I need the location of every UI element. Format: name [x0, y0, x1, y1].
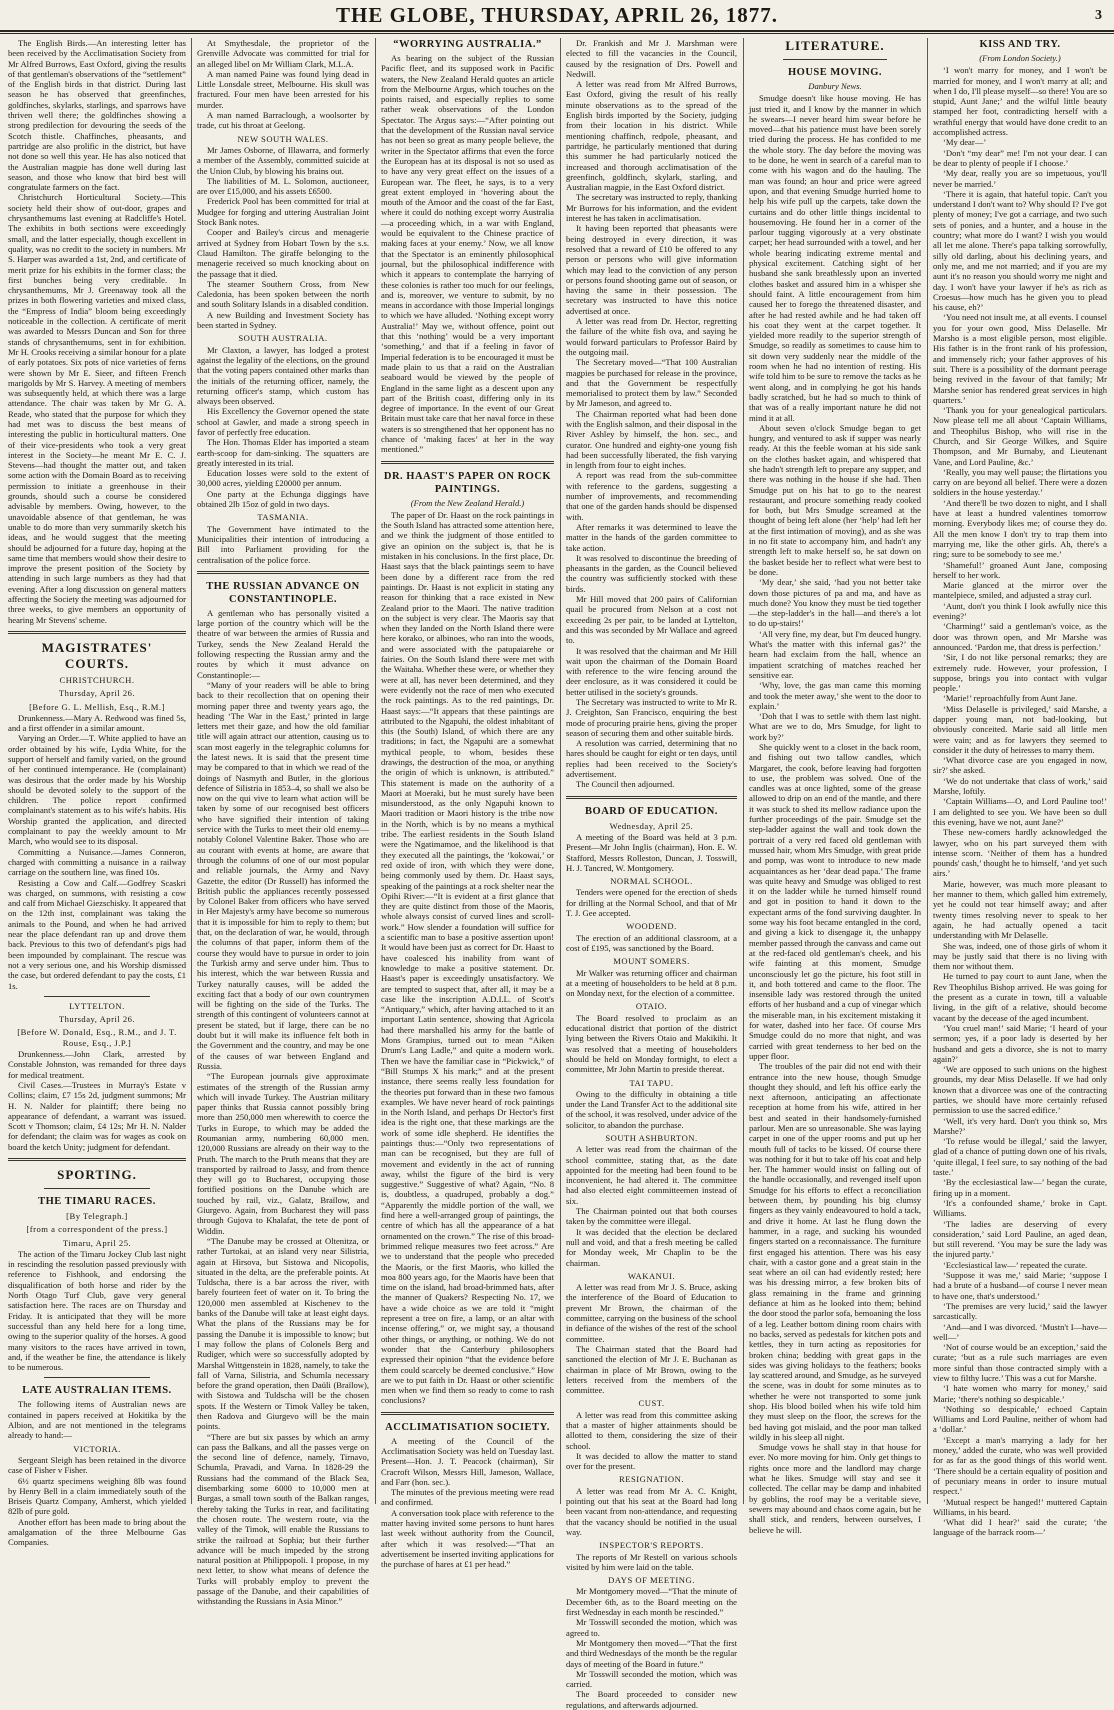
- story-paragraph: She quickly went to a closet in the back room, and fishing out two tallow candles, which Margaret, the cook, before leaving had forgotten to use, the problem was solved. One of the candles was at once lighted, some of the grease allowed to drip on an end of the mantle, and there it was stuck to shed its mellow radiance upon the further proceedings of the pair. Smudge set the step-ladder against the wall and took down the portrait of a very red faced old gentleman with mussed hair, whom Mrs Smudge, with great pride and pomp, was wont to introduce to new made acquaintances as her ‘dear dead papa.’ The frame was quite heavy and Smudge was obliged to rest it on the ladder while he turned himself round and got in position to hand it down to the expectant arms of the fond surviving daughter. In some way his foot became entangled in the cord, and giving a kick to disengage it, the unhappy member passed through the canvass and came out at the red-faced old gentleman's cheek, and his wife fainting at this moment, Smudge unconsciously let go the picture, his foot still in it, and both tottered and came to the floor. The insensible lady was restored through the united efforts of her husband and a cup of vinegar which the miserable man, in his excitement mistaking it for water, dashed into her face. Of course Mrs Smudge could do no more that night, and was carried with great tenderness to her bed on the upper floor.: [749, 742, 921, 1061]
- source-line: (From the New Zealand Herald.): [410, 497, 525, 508]
- story-paragraph: ‘My dear,’ she said, ‘had you not better take down those pictures of pa and ma, and have as much done? You know they must be tied together—the step-ladder's in the hall—and there's a lot to do up-stairs!’: [749, 577, 921, 629]
- divider: [44, 1377, 151, 1378]
- story-paragraph: ‘Miss Delaselle is privileged,’ said Marshe, a dapper young man, not bad-looking, but obviously conceited. Marie said all little men were vain; and as for lawyers they seemed to consider it the duty of heiresses to marry them.: [933, 703, 1107, 755]
- article-paragraph: As bearing on the subject of the Russian Pacific fleet, and its supposed work in Pacific waters, the New Zealand Herald quotes an article from the Melbourne Argus, which touches on the points raised, and especially replies to some rather weak observations of the London Spectator. The Argus says:—“After pointing out that the development of the Russian naval service has not been so great as many people believe, the writer in the Spectator affirms that even the force the European has at its disposal is not so used as to have any very great effect on the issues of a European war. The fleet, he says, is to a very great extent employed in ‘hovering about the mouth of the Amoor and the coast of the far East, where it could do nothing except worry Australia—a proceeding which, in a war with England, would be equivalent to the Chinese practice of making faces at your enemy.’ Now, we all know that the Spectator is an eminently philosophical journal, but the philosophical indifference with which it appears to contemplate the harrying of these colonies is rather too much for our feelings, and is, moreover, we venture to submit, by no means in accordance with those Imperial longings to which we have alluded. ‘Nothing except worry Australia!’ May we, without offence, point out that this ‘nothing’ would be a very important ‘something,’ and that if a feeling in favor of Imperial federation is to be encouraged it must be made plain to us that a raid on the Australian seaboard would be viewed by the people of England in the same light as a descent upon any part of the British coast, differing only in its degree of importance. In the event of our Great Britain must take care that her naval force in these waters is so strengthened that her opponent has no chance of ‘making faces’ at her in the way mentioned.”: [381, 53, 554, 455]
- story-paragraph: ‘Thank you for your genealogical particulars. Now please tell me all about ‘Captain Williams, and Theophilus Bishop, who will rise in the Church, and Sir George Wilkes, and Squire Thompson, and Mr Burnaby, and Lieutenant Vane, and Lord Pauline, &c.’: [933, 405, 1107, 467]
- article-english-birds: The English Birds.—An interesting letter has been received by the Acclimatisation Society from Mr Alfred Burrows, East Oxford, giving the results of that gentleman's observations of the “settlement” of the English birds in that district. During last season he has observed that greenfinches, goldfinches, skylarks, starlings, and sparrows have thriven well there; the goldfinches showing a strong predilection for devouring the seeds of the Scotch thistle. Chaffinches, pheasants, and partridge are also prolific in the district, but have not done so well this year. He has also noticed that the Australian magpie has done well during last season, and those who know that bird best will congratulate farmers on the fact.: [8, 38, 186, 193]
- column-rule: [743, 38, 744, 1504]
- article-paragraph: A letter was read from Mr A. C. Knight, pointing out that his seat at the Board had long been vacant from non-attendance, and requesting that the vacancy should be notified in the usual way.: [566, 1485, 737, 1537]
- divider: [566, 796, 737, 799]
- story-paragraph: He turned to pay court to aunt Jane, when the Rev Theophilus Bishop arrived. He was going for the present as a curate in town, till a valuable living, in the gift of a relative, should become vacant by the decease of the aged incumbent.: [933, 971, 1107, 1023]
- heading-board-of-education: BOARD OF EDUCATION.: [585, 805, 718, 817]
- story-paragraph: Marie glanced at the mirror over the mantelpiece, smiled, and adjusted a stray curl.: [933, 580, 1107, 601]
- source-line: Danbury News.: [808, 81, 862, 91]
- divider: [8, 1158, 186, 1161]
- article-paragraph: Mr Montgomery then moved—“That the first and third Wednesdays of the month be the regular days of meeting of the Board in future.”: [566, 1637, 737, 1669]
- article-paragraph: It was resolved that the chairman and Mr Hill wait upon the chairman of the Domain Board with reference to the wire fencing around the deer enclosure, as it was considered it could be better utilised in the society's grounds.: [566, 645, 737, 697]
- article-paragraph: Dr. Frankish and Mr J. Marshman were elected to fill the vacancies in the Council, caused by the resignation of Drs. Powell and Nedwill.: [566, 38, 737, 79]
- news-item: Sergeant Sleigh has been retained in the divorce case of Fisher v Fisher.: [8, 1454, 186, 1476]
- article-paragraph: “The Danube may be crossed at Oltenitza, or rather Turtokai, at an island very near Silistria, again at Hirsova, but Sistowa and Nicopolis, situated in the delta, are the preferable points. At Tuldscha, there is a bar across the river, with barely fourteen feet of water on it. To bring the 120,000 men assembled at Kischenev to the banks of the Danube will take at least eight days. What the plans of the Russians may be for passing the Danube it is impossible to know; but I may follow the plans of Colonels Berg and Rudiger, which were so successfully adopted by Marshal Wittgenstein in 1828, namely, to take the fall of Varna, Silistria, and Schumla necessary before the grand operation, then Daüli (Braïlow), with Sistowa and Tuldscha will be the chosen spots. If the Western or Timok Valley be taken, then Radova and Giurgevo will be the main points.: [197, 1235, 369, 1432]
- article-paragraph: After remarks it was determined to leave the matter in the hands of the garden committee to take action.: [566, 521, 737, 553]
- news-item: Mr James Osborne, of Illawarra, and formerly a member of the Assembly, committed suicide at the Union Club, by blowing his brains out.: [197, 144, 369, 176]
- story-paragraph: ‘Doh that I was to settle with them last night. What are we to do, Mrs Smudge, for light to work by?’: [749, 711, 921, 742]
- story-paragraph: She was, indeed, one of those girls of whom it may be justly said that there is no living with them nor without them.: [933, 940, 1107, 972]
- article-paragraph: The Secretary was instructed to write to Mr R. J. Creighton, San Francisco, enquiring the best mode of procuring prairie hens, giving the proper season of securing them and other suitable birds.: [566, 697, 737, 738]
- court-bench: [Before W. Donald, Esq., R.M., and J. T. Rouse, Esq., J.P.]: [17, 1027, 177, 1048]
- heading-worrying-australia: “WORRYING AUSTRALIA.”: [393, 39, 542, 50]
- article-paragraph: It was decided that the election be declared null and void, and that a fresh meeting be called for Monday week, Mr Chaplin to be the chairman.: [566, 1226, 737, 1268]
- story-paragraph: ‘What divorce case are you engaged in now, sir?’ she asked.: [933, 755, 1107, 776]
- article-paragraph: It having been reported that pheasants were being destroyed in every direction, it was resolved that a reward of £10 be offered to any person or persons who will give information which may lead to the conviction of any person or persons found shooting game out of season, or having the same in their possession. The secretary was instructed to have this notice advertised at once.: [566, 223, 737, 316]
- news-item: One party at the Echunga diggings have obtained 2lb 15oz of gold in two days.: [197, 488, 369, 510]
- story-paragraph: ‘Nothing so despicable,’ echoed Captain Williams and Lord Pauline, neither of whom had a ‘dollar.’: [933, 1403, 1107, 1435]
- court-item: Drunkenness.—John Clark, arrested by Constable Johnston, was remanded for three days for medical treatment.: [8, 1049, 186, 1080]
- story-paragraph: ‘All very fine, my dear, but I'm deuced hungry. What's the matter with this infernal gas?’ the hearn had exclaim from the hall, whence an impatient scratching of matches reached her sensitive ear.: [749, 628, 921, 680]
- story-paragraph: ‘To refuse would be illegal,’ said the lawyer, glad of a chance of putting down one of his rivals, ‘quite illegal, I feel sure, to say nothing of the bad taste.’: [933, 1136, 1107, 1178]
- news-item: The liabilities of M. L. Solomon, auctioneer, are over £15,000, and his assets £6500.: [197, 175, 369, 197]
- story-paragraph: The troubles of the pair did not end with their entrance into the new house, though Smudge thought they should, and left his office early the next afternoon, anticipating an affectionate reception at home from his wife, attired in her best and seated in their handsomely-furnished parlour. Men are so unreasonable. She was laying carpet in one of the upper rooms and put up her mouth full of tacks to be kissed. Of course there was nothing for it but to take off his coat and help her. The hammer would insist on falling out of the handle occasionally, and revenged itself upon Smudge for his efforts to effect a reconciliation between them, by pounding his big clumsy fingers as they vainly endeavoured to hold a tack, and drive it home. At last he flung down the hammer, in a rage, and sucking his wounded fingers started on a reconnaissance. The furniture first engaged his attention. There was his easy chair, with a castor gone and a great stain in the seat where an oil can had evidently rested; here was his dressing mirror, a few broken bits of glass remaining in the frame and grinning defiance at him as he looked into them; behind the door stood the parlor sofa, bemoaning the loss of a leg. Leather bottom dining room chairs with no backs, served as pedestals for kitchen pots and kettles, they in turn acting as repositories for broken china; bedding with great gaps in the sides was giving holidays to the feathers; books lay scattered around, and Smudge, as he surveyed the scene, was in doubt for some minutes as to whether he were not transported to some junk shop. His blood boiled when his wife told him they must sleep on the floor, the screws for the bed having got mislaid, and the poor man talked wildly in his sleep all night.: [749, 1061, 921, 1442]
- subheading: RESIGNATION.: [619, 1474, 684, 1485]
- article-paragraph: Mr Walker was returning officer and chairman at a meeting of householders to be held at 8 p.m. on Monday next, for the election of a committee.: [566, 967, 737, 999]
- story-paragraph: ‘You cruel man!’ said Marie; ‘I heard of your sermon; yes, if a poor lady is deserted by her husband and gets a divorce, she is not to marry again?’: [933, 1022, 1107, 1064]
- story-paragraph: ‘Suppose it was me,’ said Marie; ‘suppose I had a brute of a husband—of course I never mean to have one, that's understood.’: [933, 1270, 1107, 1301]
- column-rule: [927, 38, 928, 1504]
- source-line: (From London Society.): [979, 53, 1061, 63]
- news-item: A new Building and Investment Society has been started in Sydney.: [197, 309, 369, 331]
- story-paragraph: ‘You need not insult me, at all events. I counsel you for your own good, Miss Delaselle. Mr Marsho is a most eligible person, most eligible. His father is in the front rank of his profession, and immensely rich; your father approves of his suit. There is a possibility of the dormant peerage being revived in the favour of that family; Mr Marshe senior has rendered great services in high quarters.’: [933, 312, 1107, 405]
- news-item: The steamer Southern Cross, from New Caledonia, has been spoken between the north and south Solitary Islands in a disabled condition.: [197, 278, 369, 310]
- story-paragraph: ‘I hate women who marry for money,’ said Marie; ‘there's nothing so despicable.’: [933, 1383, 1107, 1404]
- heading-house-moving: HOUSE MOVING.: [787, 67, 882, 78]
- story-paragraph: ‘Captain Williams—O, and Lord Pauline too!’ I am delighted to see you. We have been so dull this evening, have we not, aunt Jane?’: [933, 796, 1107, 827]
- court-item: Varying an Order.—T. White applied to have an order obtained by his wife, Lydia White, for the support of herself and family varied, on the ground of her continued intemperance. He (complainant) was desirous that the order made by his Worship should be devoted solely to the support of the children. The police report confirmed complainant's statement as to his wife's habits. His Worship granted the application, and directed complainant to pay the weekly amount to Mr March, who would see to its disposal.: [8, 733, 186, 847]
- article-paragraph: The minutes of the previous meeting were read and confirmed.: [381, 1487, 554, 1508]
- article-paragraph: It was resolved to discontinue the breeding of pheasants in the garden, as the Council believed the country was sufficiently stocked with these birds.: [566, 552, 737, 594]
- column-4: [566, 38, 737, 1710]
- story-paragraph: ‘Shameful!’ groaned Aunt Jane, composing herself to her work.: [933, 559, 1107, 580]
- divider: [381, 461, 554, 464]
- story-paragraph: ‘Don't “my dear” me! I'm not your dear. I can be dear to plenty of people if I choose.’: [933, 147, 1107, 168]
- article-paragraph: A letter was read from this committee asking that a master of higher attainments should be allotted to them, considering the size of their school.: [566, 1409, 737, 1451]
- story-paragraph: ‘Except a man's marrying a lady for her money,’ added the curate, who was well provided for as far as the good things of this world went. ‘There should be a certain equality of position and of pecuniary means in order to insure mutual respect.’: [933, 1434, 1107, 1497]
- column-rule: [560, 38, 561, 1504]
- heading-magistrates-courts: MAGISTRATES' COURTS.: [41, 639, 153, 671]
- heading-rock-paintings: DR. HAAST'S PAPER ON ROCK PAINTINGS.: [383, 470, 552, 495]
- article-paragraph: A letter was read from the chairman of the school committee, stating that, as the date appointed for the meeting had been found to be inconvenient, he had altered it. The committee had also elected eight committeemen instead of six.: [566, 1144, 737, 1206]
- news-item: Frederick Pool has been committed for trial at Mudgee for forging and uttering Australian Joint Stock Bank notes.: [197, 196, 369, 228]
- article-paragraph: The Board proceeded to consider new regulations, and afterwards adjourned.: [566, 1689, 737, 1710]
- news-item: A man named Barraclough, a woolsorter by trade, cut his throat at Geelong.: [197, 110, 369, 131]
- article-paragraph: Owing to the difficulty in obtaining a title under the Land Transfer Act to the additional site of the school, it was resolved, under advice of the solicitor, to abandon the purchase.: [566, 1088, 737, 1130]
- heading-russian-advance: THE RUSSIAN ADVANCE ON CONSTANTINOPLE.: [206, 580, 360, 605]
- heading-timaru-races: THE TIMARU RACES.: [38, 1195, 156, 1207]
- article-paragraph: The reports of Mr Restell on various schools visited by him were laid on the table.: [566, 1551, 737, 1572]
- news-item: Mr Claxton, a lawyer, has lodged a protest against the legality of the elections, on the ground that the voting papers contained other marks than the initials of the returning officer, namely, the returning officer's stamp, which custom has always been observed.: [197, 344, 369, 407]
- story-paragraph: Marie, however, was much more pleasant to her manner to them, which galled him extremely, yet he could not tear himself away; and after twenty times resolving never to speak to her again, he had actually opened a tacit understanding with Mr Delaselle.: [933, 878, 1107, 941]
- heading-sporting: SPORTING.: [57, 1166, 137, 1182]
- article-paragraph: The paper of Dr. Haast on the rock paintings in the South Island has attracted some attention here, and we think the judgment of those entitled to give an opinion on the subject is, that he is mistaken in his conclusions. In the first place, Dr. Haast says that the black paintings seem to have been done by a different race from the red paintings. Dr. Haast is not explicit in stating any reason for thinking that a race existed in New Zealand prior to the Maori. The native tradition on the subject is very clear. The Maoris say that when they landed on the North Island there were here korako, or albinoes, who ran into the woods, and were associated with the patupaiarehe or fairies. On the South Island there were met with the Waitaha. Whether these were, or whether they were at all, has never been determined, and they were evidently not the race of men who executed the rock paintings. As to the red paintings, Dr. Haast says:—“It appears that these paintings are attributed to the Ngapuhi, the oldest inhabitant of this (the South) Island, of which there are any traditions; in fact, the Ngapuhi are a somewhat mythical people, to whom, besides these drawings, the destruction of the moa, or anything the origin of which is unknown, is attributed.” This statement is made on the authority of a Maori at Moeraki, but he must surely have been misunderstood, as the only Ngapuhi known to Maori tradition or Maori history is the tribe now in the North, which is by no means a mythical tribe. The earliest residents in the South Island were the Ngatimamoe, and the likelihood is that they executed all the paintings, the ‘kokowai,’ or red oxide of iron, with which they were done, being commonly used by them. Dr. Haast says, speaking of the paintings at a rock shelter near the Opihi River:—“It is evident at a first glance that they are quite distinct from those of the Maoris, whole always consist of curved lines and scroll-work.” How slender a foundation will suffice for a scientific man to base a positive assertion upon! It would have been just as correct for Dr. Haast to have coalesced his inability from want of knowledge to make a positive statement. Dr. Haast's paper is exceedingly unsatisfactory. We are tempted to suspect that, after all, it may be a case like the inscription A.D.I.L. of Scott's “Antiquary,” which, after having attached to it an important Latin sentence, showing that Agricola had there marshalled his army for the battle of Mons Grampius, turned out to mean “Aiken Drum's Lang Ladle,” and quite a modern work. Then we have the familiar case in “Pickwick,” of “Bill Stumps X his mark;” and at the present instance, there seems really less foundation for the theories put forward than in these two famous examples. We have never heard of rock paintings in the North Island, and perhaps Dr Hector's first idea is the right one, that these markings are the work of some idle shepherd. He identifies the paintings thus:—“Only two representations of man can be recognised, but they are full of movement and evidently in the act of running away, whilst the figure of the bird is very suggestive.” Suggestive of what? Again, “No. 8 is, doubtless, a quadruped, probably a dog.” “Apparently the middle portion of the wall, we find here a well-arranged group of paintings, the centre of which has all the appearance of a hat ornamented on the crown.” The rise of this broad-brimmed relique measures two feet across.” Are we to understand that the people who preceded the Maoris, or the first Maoris, who killed the moa 800 years ago, for the Maoris have been that time on the island, had broad-brimmed hats, after the manner of Quakers? Respecting No. 17, we have a wide choice as we are told it “might represent a tree on fire, a lamp, or an altar with incense offering,” or, we might say, a thousand other things, or anything, or nothing. We do not wonder that the Canterbury philosophers expressed their opinion “that the evidence before them could scarcely be deemed conclusive.” How are we to put faith in Dr. Haast or other scientific men when we find them so ready to come to rash conclusions?: [381, 509, 554, 1406]
- news-item: His Excellency the Governor opened the state school at Gawler, and made a strong speech in favor of perfectly free education.: [197, 406, 369, 437]
- article-paragraph: A report was read from the sub-committee with reference to the gardens, suggesting a number of improvements, and recommending that one of the garden hands should be dispensed with.: [566, 470, 737, 522]
- heading-literature: LITERATURE.: [785, 38, 885, 53]
- court-item: Civil Cases.—Trustees in Murray's Estate v Collins; claim, £7 15s 2d, judgment summons; Mr H. N. Nalder for plaintiff; there being no appearance of defendant, a warrant was issued. Scott v Thomson; claim, £4 12s; Mr H. N. Nalder for defendant; the claim was for wages as cook on board the ketch Unity; judgment for defendant.: [8, 1079, 186, 1152]
- masthead-rule: [0, 33, 1114, 34]
- divider: [381, 1412, 554, 1415]
- story-paragraph: ‘Mutual respect be hanged!’ muttered Captain Williams, in his beard.: [933, 1496, 1107, 1517]
- subheading-tasmania: TASMANIA.: [257, 512, 309, 523]
- court-bench: [Before G. L. Mellish, Esq., R.M.]: [29, 701, 165, 712]
- article-paragraph: The Council then adjourned.: [576, 779, 675, 790]
- dateline: Timaru, April 25.: [62, 1237, 132, 1248]
- story-paragraph: ‘It's a confounded shame,’ broke in Capt. Williams.: [933, 1197, 1107, 1219]
- subheading: DAYS OF MEETING.: [608, 1575, 695, 1586]
- news-item: Cooper and Bailey's circus and menagerie arrived at Sydney from Hobart Town by the s.s. Claud Hamilton. The giraffe belonging to the menagerie received so much knocking about on the passage that it died.: [197, 227, 369, 279]
- story-paragraph: ‘And—and I was divorced. ‘Mustn't I—have—well—’: [933, 1321, 1107, 1342]
- subheading: OTAIO.: [635, 1001, 668, 1012]
- column-6: [933, 38, 1107, 1538]
- article-paragraph: The Chairman reported what had been done with the English salmon, and their disposal in the River Ashley by himself, the hon. sec., and curator. One hundred and eighty-one young fish had been successfully liberated, the fish varying in length from four to eight inches.: [566, 408, 737, 471]
- correspondent-note: [from a correspondent of the press.]: [26, 1224, 168, 1235]
- story-paragraph: ‘The premises are very lucid,’ said the lawyer sarcastically.: [933, 1300, 1107, 1322]
- article-paragraph: Mr Montgomery moved—“That the minute of December 6th, as to the Board meeting on the first Wednesday in each month be rescinded.”: [566, 1586, 737, 1618]
- article-paragraph: Mr Tosswill seconded the motion, which was carried.: [566, 1668, 737, 1690]
- court-item: Committing a Nuisance.—James Conneron, charged with committing a nuisance in a railway carriage on the southern line, was fined 10s.: [8, 846, 186, 878]
- news-item: At Smythesdale, the proprietor of the Grenville Advocate was committed for trial for an alleged libel on Mr William Clark, M.L.A.: [197, 38, 369, 69]
- court-item: Drunkenness.—Mary A. Redwood was fined 5s, and a first offender in a similar amount.: [8, 712, 186, 734]
- column-1: [8, 38, 186, 1548]
- divider: [44, 996, 151, 997]
- story-paragraph: ‘My dear—’: [943, 137, 987, 148]
- story-paragraph: ‘Why, love, the gas man came this morning and took the meter away,’ she went to the door to explain.’: [749, 680, 921, 711]
- article-paragraph: The Chairman pointed out that both courses taken by the committee were illegal.: [566, 1206, 737, 1227]
- story-paragraph: ‘And there'll be two dozen to night, and I shall have at least a hundred valentines tomorrow morning. Everybody likes me; of course they do. All the men know I don't try to trap them into marrying me, like the other girls. Ah, there's a ring; sure to be somebody to see me.’: [933, 497, 1107, 560]
- story-paragraph: ‘Really, you may well pause; the flirtations you carry on are beyond all belief. There were a dozen soldiers in the house yesterday.’: [933, 466, 1107, 498]
- article-paragraph: The secretary was instructed to reply, thanking Mr Burrows for his information, and the evident interest he has taken in acclimatisation.: [566, 192, 737, 224]
- subheading: MOUNT SOMERS.: [613, 956, 690, 967]
- story-paragraph: About seven o'clock Smudge began to get hungry, and ventured to ask if supper was nearly ready. At this the feeble woman at his side sank on the clothes basket again, and whispered that she hadn't strength left to prepare any supper, and there was nothing in the house if she had. Then Smudge put on his hat to go to the nearest restaurant, and procure something ready cooked for both, but Mrs Smudge screamed at the thought of being left alone (her ‘help’ had left her at the first intimation of moving), and as she was in no fit state to accompany him, and hadn't any strength left to make herself so, he sat down on the basket beside her to reflect what were best to be done.: [749, 422, 921, 577]
- article-paragraph: The Board resolved to proclaim as an educational district that portion of the district lying between the Rivers Otaio and Makikihi. It was resolved that a meeting of householders should be held on Monday fortnight, to elect a committee, Mr John Martin to preside thereat.: [566, 1012, 737, 1075]
- article-paragraph: “The European journals give approximate estimates of the strength of the Russian army which will invade Turkey. The Austrian military paper thinks that Russia cannot possibly bring more than 250,000 men wherewith to coerce the Turks in Europe, to which may be added the Roumanian army, numbering 60,000 men. 120,000 Russians are already on their way to the Pruth. The march to the Pruth means that they are transported by railroad to Jassy, and from thence they will go to Bucharest, occupying those fortified positions on the Danube which are touched by rail, viz., Galatz, Braïlow, and Giurgevo. Again, from Bucharest they will pass through Gujova to Khalafat, the tete de pont of Widdin.: [197, 1071, 369, 1236]
- newspaper-title: THE GLOBE, THURSDAY, APRIL 26, 1877.: [336, 3, 778, 27]
- article-timaru-races: The action of the Timaru Jockey Club last night in rescinding the resolution passed previously with reference to Fishhook, and endorsing the disqualification of both horse and rider by the North Otago Turf Club, gave very general satisfaction here. The races are on Thursday and Friday. It is anticipated that they will be more successful than any held here for a long time, owing to the superior quality of the horses. A good many visitors to the races have arrived in town, and, if the weather be fine, the attendance is likely to be numerous.: [8, 1248, 186, 1373]
- subheading-lyttelton: LYTTELTON.: [69, 1000, 125, 1011]
- story-paragraph: ‘We do not undertake that class of work,’ said Marshe, loftily.: [933, 775, 1107, 797]
- subheading: NORMAL SCHOOL.: [610, 876, 693, 887]
- article-horticultural-society: Christchurch Horticultural Society.—This society held their show of out-door, grapes and chrysanthemums last evening at Radcliffe's Hotel. The exhibits in both sections were exceedingly small, and the latter especially, though excellent in quality, was no credit to the society in numbers. Mr S. Harper was awarded a 1st, 2nd, and certificate of merit prize for his exhibits in the former class; the first bunches being very creditable. In chrysanthemums, Mr J. Greenaway took all the prizes in both flowering varieties and mixed class, the “Empress of India” bloom being exceedingly noticeable in the collection. A certificate of merit was awarded to Messrs Duncan and Son for three stands of chrysanthemums, sent in for exhibition. Mr H. Crooks receiving a similar honour for a plate of early potatoes. Six pots of nice varieties of ferns were shown by Mr E. Sieer, and fifteen French marigolds by Mr S. Harvey. A meeting of members was subsequently held, at which there was a large attendance. The chair was taken by Mr G. A. Reade, who stated that the purpose for which they had met was to discuss the best means of interesting the public in horticultural matters. One of their vice-presidents who took a very great interest in the Society—he meant Mr E. C. J. Stevens—had thought the matter out, and taken some action with the Domain Board as to receiving permission to initiate a greenhouse in their grounds, should such a course be considered advisable by members. Owing, however, to the unavoidable absence of that gentleman, he was unable to do more than very summarily sketch his ideas, and he would suggest that the meeting should be adjourned for a future day, hoping at the same time that members would show their desire to improve the present position of the Society by attending in such large numbers as they had that evening. After a long discussion on general matters affecting the Society the meeting was adjourned for three weeks, to give members an opportunity of hearing Mr Stevens' scheme.: [8, 192, 186, 625]
- story-paragraph: ‘Well, it's very hard. Don't you think so, Mrs Marshe?’: [933, 1115, 1107, 1136]
- article-paragraph: It was decided to allow the matter to stand over for the present.: [566, 1450, 737, 1472]
- subheading: TAI TAPU.: [629, 1077, 674, 1088]
- article-paragraph: Mr Hill moved that 200 pairs of Californian quail be procured from Nelson at a cost not exceeding 2s per pair, to be landed at Lyttelton, and this was seconded by Mr Wallace and agreed to.: [566, 594, 737, 646]
- story-paragraph: ‘Charming!’ said a gentleman's voice, as the door was thrown open, and Mr Marshe was announced. ‘Pardon me, that dress is perfection.’: [933, 621, 1107, 652]
- divider: [783, 59, 886, 60]
- story-paragraph: ‘Aunt, don't you think I look awfully nice this evening?’: [933, 600, 1107, 622]
- column-rule: [191, 38, 192, 1504]
- story-paragraph: These new-comers hardly acknowledged the lawyer, who on his part surveyed them with intense scorn. ‘Neither of them has a hundred pounds' cash,’ thought he to himself, ‘and yet such airs.’: [933, 827, 1107, 879]
- story-paragraph: ‘By the ecclesiastical law—’ began the curate, firing up in a moment.: [933, 1177, 1107, 1198]
- subheading-victoria: VICTORIA.: [73, 1443, 121, 1454]
- story-paragraph: ‘My dear, really you are so impetuous, you'll never be married.’: [933, 168, 1107, 189]
- article-paragraph: A meeting of the Council of the Acclimatisation Society was held on Tuesday last. Present—Hon. J. T. Peacock (chairman), Sir Cracroft Wilson, Messrs Hill, Jameson, Wallace, and Farr (hon. sec.).: [381, 1435, 554, 1487]
- article-paragraph: Tenders were opened for the erection of sheds for drilling at the Normal School, and that of Mr T. J. Gee accepted.: [566, 887, 737, 919]
- column-rule: [375, 38, 376, 1504]
- subheading-nsw: NEW SOUTH WALES.: [237, 133, 329, 144]
- column-3: [381, 38, 554, 1570]
- story-paragraph: ‘Not of course would be an exception,’ said the curate; ‘but as a rule such marriages are even more sinful than those contracted simply with a view to filthy lucre.’ This was a cut for Marshe.: [933, 1342, 1107, 1383]
- article-paragraph: A conversation took place with reference to the matter having invited some persons to hunt hares last week without authority from the Council, after which it was resolved:—“That an advertisement be inserted inviting applications for the purchase of hares at £1 per head.”: [381, 1507, 554, 1570]
- news-item: A man named Paine was found lying dead in Little Lonsdale street, Melbourne. His skull was fractured. Four men have been arrested for his murder.: [197, 68, 369, 110]
- story-paragraph: ‘The ladies are deserving of every consideration,’ said Lord Pauline, an aged dean, but still reverend. ‘You may be sure the lady was the injured party.’: [933, 1218, 1107, 1260]
- news-item: 6½ quartz specimens weighing 8lb was found by Henry Bell in a claim immediately south of the Briseis Quartz Company, Amherst, which yielded 82lb of pure gold.: [8, 1475, 186, 1517]
- divider: [8, 631, 186, 634]
- article-paragraph: Mr Tosswill seconded the motion, which was agreed to.: [566, 1617, 737, 1638]
- story-paragraph: ‘I won't marry for money, and I won't be married for money, and I won't marry at all; and when I do, I'll please myself—so there! You are so stupid, Aunt Jane;’ and the wilful little beauty stamped her foot, contradicting herself with a wrathful energy that would have done credit to an accomplished actress.: [933, 65, 1107, 138]
- by-telegraph: [By Telegraph.]: [66, 1210, 128, 1221]
- article-paragraph: A gentleman who has personally visited a large portion of the country which will be the theatre of war between the armies of Russia and Turkey, sends the New Zealand Herald the following respecting the Russian army and the routes by which it must advance on Constantinople:—: [197, 607, 369, 680]
- divider: [44, 1188, 151, 1189]
- divider: [197, 571, 369, 574]
- court-item: Resisting a Cow and Calf.—Godfrey Scaskri was charged, on summons, with resisting a cow and calf from Michael Giezschisky. It appeared that on the 12th inst, complainant was taking the animals to the Pound, and when he had arrived near the place defendant ran up and drove them back. Previous to this two of defendant's pigs had been impounded by complainant. The rescue was not a very serious one, and his Worship dismissed the case, but ordered defendant to pay the costs, £1 1s.: [8, 877, 186, 991]
- court-date: Thursday, April 26.: [58, 1014, 136, 1025]
- article-paragraph: “There are but six passes by which an army can pass the Balkans, and all the passes verge on the second line of defence, namely, Tirnavo, Schumla, Pravadi, and Varna. In 1828-29 the Russians had the command of the Black Sea, disembarking some 6000 to 10,000 men at Burgas, a small town south of the Balkan ranges, thereby taking the Turks in rear, and facilitating the chosen route. The western route, via the valley of the Timok, will enable the Russians to strike the railroad at Sophia; but their further advance will be much impeded by the strong natural position at Philippopoli. I propose, in my next letter, to show what means of defence the Turks will probably employ to prevent the passage of the Danube, and their capabilities of withstanding the Russians in Asia Minor.”: [197, 1431, 369, 1607]
- subheading: SOUTH ASHBURTON.: [605, 1132, 698, 1143]
- article-paragraph: The erection of an additional classroom, at a cost of £195, was sanctioned by the Board.: [566, 932, 737, 953]
- article-paragraph: A meeting of the Board was held at 3 p.m. Present—Mr John Inglis (chairman), Hon. E. W. Stafford, Messrs Rolleston, Duncan, J. Tosswill, H. J. Tancred, W. Montgomery.: [566, 831, 737, 873]
- article-paragraph: A letter was read from Mr J. S. Bruce, asking the interference of the Board of Education to prevent Mr Brown, the chairman of the committee, carrying on the business of the school in defiance of the wishes of the rest of the school committee.: [566, 1282, 737, 1344]
- column-5: [749, 38, 921, 1535]
- heading-late-australian-items: LATE AUSTRALIAN ITEMS.: [22, 1385, 172, 1397]
- subheading-christchurch: CHRISTCHURCH.: [59, 674, 135, 685]
- heading-acclimatisation-society: ACCLIMATISATION SOCIETY.: [385, 1421, 550, 1433]
- court-date: Thursday, April 26.: [58, 688, 136, 699]
- masthead: [0, 0, 1114, 32]
- story-paragraph: ‘We are opposed to such unions on the highest grounds, my dear Miss Delaselle. If we had only known that a divorcee was one of the contracting parties, we should have more certainly refused permission to use the sacred edifice.’: [933, 1064, 1107, 1116]
- story-paragraph: ‘Ecclesiastical law—’ repeated the curate.: [943, 1259, 1088, 1270]
- article-paragraph: The Chairman stated that the Board had sanctioned the election of Mr J. E. Buchanan as chairman in place of Mr Brown, owing to the letters received from the members of the committee.: [566, 1343, 737, 1396]
- subheading: INSPECTOR'S REPORTS.: [599, 1540, 704, 1551]
- subheading-south-australia: SOUTH AUSTRALIA.: [238, 333, 328, 344]
- column-2: [197, 38, 369, 1607]
- article-paragraph: A resolution was carried, determining that no hares should be caught for eight or ten days, until replies had been received to the Society's advertisement.: [566, 738, 737, 780]
- article-paragraph: A letter was read from Mr Alfred Burrows, East Oxford, giving the result of his really minute observations as to the spread of the English birds imported by the Society, judging from their location in his district. While mentioning chaffinch, redpole, pheasant, and partridge, he particularly mentioned that during this summer he had particularly noticed the increased and thorough acclimatisation of the greenfinch, goldfinch, skylark, starling, and Australian magpie, in the East Oxford district.: [566, 79, 737, 193]
- story-paragraph: ‘Marie!’ reproachfully from Aunt Jane.: [943, 693, 1078, 704]
- article-paragraph: “Many of your readers will be able to bring back to their recollection that on opening their morning paper three and twenty years ago, the heading ‘The War in the East,’ printed in large letters met their gaze, and how the old familiar title will again attract our attention, causing us to scan most eagerly in the telegraphic columns for the latest news. It is said that the present time may be compared to that in which we read of the doings of Nasmyth and Butler, in the glorious defence of Silistria in 1853–4, so shall we also be now on the qui vive to learn what action will be taken by some of our recognised best officers who have signified their intention of taking service with the Turks to meet their old enemy—notably Colonel Valentine Baker. Those who are au courant with events at home, are aware that through the columns of one of our most popular and reliable journals, the Army and Navy Gazette, the editor (Dr Russell) has informed the British public the appliances recently possessed by Colonel Baker from officers who have served in Her Majesty's army have become so numerous that it is impossible for him to reply to them; but that, on the declaration of war, he would, through the columns of that paper, inform them of the course they would have to pursue in order to join the Turkish army and serve under him. Thus to his interest, which the war between Russia and Turkey naturally causes, will be added the exciting fact that a body of our own countrymen will be fighting on the side of the Turks. The strength of this contingent of volunteers cannot at present be stated, but if large, there can be no doubt but it will make its influence felt both in the Government and the country, and may be one of the causes of war between England and Russia.: [197, 679, 369, 1071]
- story-paragraph: Smudge doesn't like house moving. He has just tried it, and I know by the manner in which he swears—I never heard him swear before he moved—that his patience must have been sorely tried during the process. He has confided to me the whole story. The day before the moving was to be done, he went in search of a careful man to come with his wagon and do the hauling. The man was found; an hour and price were agreed upon, and that evening Smudge hurried home to help his wife pull up the carpets, take down the curtains and do other little things incidental to housemoving. He found her in a corner of the parlour tugging vigorously at a very obstinate carpet; her head surrounded with a towel, and her whole bearing indicating extreme mental and physical excitement. Catching sight of her husband she sank breathlessly upon an inverted clothes basket and assured him in a whisper she should faint. A little encouragement from him caused her to forego the threatened disaster, and after he had rested awhile and he had taken off his coat they went at the carpet together. It yielded more readily to the superior strength of Smudge, so readily as sometimes to cause him to sit down very suddenly near the middle of the room when he had no intention of resting. His wife told him to be sure to remove the tacks as he went along, and in complying he got his hands badly scratched, but he had so much to think of that was of a really important nature he did not mind it at all.: [749, 93, 921, 423]
- news-item: Education losses were sold to the extent of 30,000 acres, yielding £20000 per annum.: [197, 468, 369, 489]
- dateline: Wednesday, April 25.: [609, 820, 694, 831]
- story-paragraph: Smudge vows he shall stay in that house for ever. No more moving for him. Only get things to rights once more and the landlord may charge what he likes. Smudge will stay and see it collected. The cellar may be damp and inhabited by goblins, the roof may be a veritable sieve, sewers may abound and chaos come again, but he shall stick, and renders, between ourselves, I believe he will.: [749, 1442, 921, 1535]
- news-item: The Government have intimated to the Municipalities their intention of introducing a Bill into Parliament providing for the centralisation of the police force.: [197, 523, 369, 565]
- page-number: 3: [1095, 8, 1102, 23]
- article-paragraph: The following items of Australian news are contained in papers received at Hokitika by the Albion, and are not mentioned in the telegrams already to hand:—: [8, 1399, 186, 1441]
- subheading: CUST.: [638, 1398, 665, 1409]
- story-paragraph: ‘What did I hear?’ said the curate; ‘the language of the barrack room—’: [933, 1517, 1107, 1538]
- heading-kiss-and-try: KISS AND TRY.: [979, 39, 1061, 50]
- news-item: The Hon. Thomas Elder has imported a steam earth-scoop for dam-sinking. The squatters are greatly interested in its trial.: [197, 437, 369, 468]
- subheading: WOODEND.: [626, 921, 677, 932]
- story-paragraph: ‘Sir, I do not like personal remarks; they are extremely rude. However, your profession, I suppose, brings you into contact with vulgar people.’: [933, 652, 1107, 694]
- subheading: WAKANUI.: [627, 1270, 676, 1281]
- news-item: Another effort has been made to bring about the amalgamation of the three Melbourne Gas Companies.: [8, 1516, 186, 1548]
- article-paragraph: A letter was read from Dr. Hector, regretting the failure of the white fish ova, and saying he would forward particulars to Professor Baird by the outgoing mail.: [566, 316, 737, 357]
- story-paragraph: ‘There it is again, that hateful topic. Can't you understand I don't want to? Why should I? I've got plenty of money; I've got a carriage, and two such sets of ponies, and a hunter, and a house in the country; what more do I want? I wish you would all let me alone. There's papa talking sorrowfully, silly old darling, about his declining years, and only me, and me not married; and if you are my aunt it's no reason you should worry me night and day. I won't have your lawyer if he's as rich as Croesus—how much has he given you to plead his cause, eh?’: [933, 188, 1107, 313]
- article-paragraph: The Secretary moved—“That 100 Australian magpies be purchased for release in the province, and that the Government be respectfully memorialised to protect them by law.” Seconded by Mr Jameson, and agreed to.: [566, 357, 737, 409]
